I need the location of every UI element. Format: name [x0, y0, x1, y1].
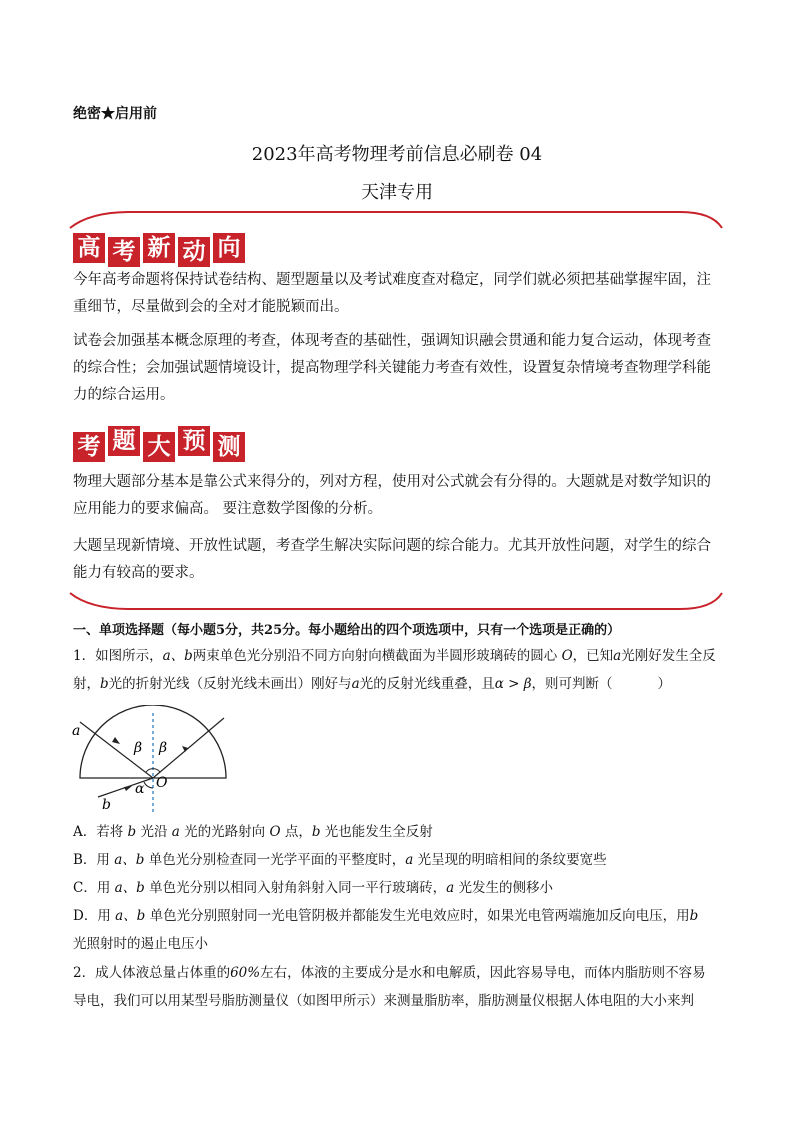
stem-text: ）: [657, 676, 672, 692]
stem-text: ，则可判断（: [531, 676, 613, 692]
prediction-paragraph-1: 物理大题部分基本是靠公式来得分的，列对方程，使用对公式就会有分得的。大题就是对数学知识的应用能力的要求偏高。 要注意数学图像的分析。: [73, 474, 711, 517]
option-D[interactable]: [73, 902, 725, 958]
option-text: 单色光分别检查同一光学平面的平整度时，: [144, 852, 406, 868]
label-b: b: [102, 797, 111, 813]
banner-char: 考: [108, 237, 140, 267]
paper-subtitle: 天津专用: [361, 182, 433, 203]
option-text: 光呈现的明暗相间的条纹要宽些: [413, 852, 607, 868]
semicircle-glass-diagram: [70, 705, 260, 815]
variable: a: [351, 676, 360, 692]
variable: b: [100, 676, 109, 692]
prediction-paragraph-2: 大题呈现新情境、开放性试题，考查学生解决实际问题的综合能力。尤其开放性问题，对学生的综合能力有较高的要求。: [73, 538, 711, 581]
stem-text: 光的反射光线重叠，且: [359, 676, 495, 692]
question-number: 2．: [73, 965, 96, 981]
banner-char: 题: [108, 426, 140, 456]
option-text: D．用: [73, 908, 116, 924]
option-text: 光也能发生全反射: [320, 824, 433, 840]
option-text: C．用: [73, 880, 115, 896]
stem-text: 左右，体液的主要成分是水和电解质，因此容易导电，而体内脂肪则不容易: [260, 965, 706, 981]
option-text: 点，: [280, 824, 312, 840]
variable: b: [311, 824, 321, 840]
option-text: 单色光分别以相同入射角斜射入同一平行玻璃砖，: [144, 880, 447, 896]
stem-text: 导电，我们可以用某型号脂肪测量仪（如图甲所示）来测量脂肪率，脂肪测量仪根据人体电阻的大小来判: [73, 993, 694, 1009]
percentage: 60%: [230, 965, 261, 981]
variable: a: [405, 852, 414, 868]
stem-text: 光刚好发生全反射，: [73, 648, 716, 692]
question-number: 1．: [73, 648, 96, 664]
variable: b: [127, 824, 137, 840]
variable: O: [269, 824, 281, 840]
variable: O: [561, 648, 573, 664]
trend-paragraph-1: 今年高考命题将保持试卷结构、题型题量以及考试难度查对稳定，同学们就必须把基础掌握牢固，注重细节，尽量做到会的全对才能脱颖而出。: [73, 272, 711, 315]
label-alpha: α: [135, 781, 145, 797]
banner-char: 新: [143, 233, 175, 263]
stem-text: 两束单色光分别沿不同方向射向横截面为半圆形玻璃砖的圆心: [192, 648, 562, 664]
stem-text: 光的折射光线（反射光线未画出）刚好与: [108, 676, 352, 692]
option-text: 单色光分别照射同一光电管阴极并都能发生光电效应时，如果光电管两端施加反向电压，用: [145, 908, 690, 924]
variable: a、b: [114, 880, 145, 896]
option-text: 光发生的侧移小: [454, 880, 553, 896]
label-a: a: [72, 723, 81, 739]
variable: a: [446, 880, 455, 896]
confidential-label: 绝密★启用前: [73, 106, 157, 122]
option-text: B．用: [73, 852, 115, 868]
variable: a: [613, 648, 622, 664]
banner-char: 动: [178, 237, 210, 267]
option-C[interactable]: [73, 874, 725, 902]
banner-char: 高: [73, 233, 105, 263]
option-A[interactable]: [73, 818, 725, 846]
variable: a、b: [162, 648, 193, 664]
condition-formula: α > β: [494, 676, 532, 692]
label-O: O: [156, 775, 168, 791]
banner-new-trends: [73, 233, 245, 263]
option-text: 光照射时的遏止电压小: [73, 936, 208, 952]
section-heading-single-choice: 一、单项选择题（每小题5分，共25分。每小题给出的四个项选项中，只有一个选项是正确的）: [73, 623, 621, 638]
banner-big-predictions: [73, 428, 245, 458]
label-beta-right: β: [159, 740, 168, 756]
option-text: A．若将: [73, 824, 128, 840]
banner-char: 测: [213, 432, 245, 462]
option-B[interactable]: [73, 846, 725, 874]
option-text: 光沿: [136, 824, 172, 840]
banner-char: 向: [213, 233, 245, 263]
banner-char: 考: [73, 432, 105, 462]
trend-paragraph-2: 试卷会加强基本概念原理的考查，体现考查的基础性，强调知识融会贯通和能力复合运动，体现考查的综合性；会加强试题情境设计，提高物理学科关键能力考查有效性，设置复杂情境考查物理学科能力的综合运用。: [73, 333, 711, 403]
variable: a: [171, 824, 180, 840]
question-2-stem: [73, 959, 725, 1015]
variable: b: [689, 908, 699, 924]
banner-char: 预: [178, 426, 210, 456]
question-1-stem: [73, 642, 725, 698]
stem-text: 成人体液总量占体重的: [95, 965, 231, 981]
stem-text: ，已知: [572, 648, 614, 664]
variable: a、b: [114, 852, 145, 868]
variable: a、b: [115, 908, 146, 924]
label-beta-left: β: [134, 740, 143, 756]
option-text: 光的光路射向: [179, 824, 270, 840]
paper-title: 2023年高考物理考前信息必刷卷 04: [251, 144, 543, 165]
banner-char: 大: [143, 432, 175, 462]
stem-text: 如图所示，: [95, 648, 163, 664]
